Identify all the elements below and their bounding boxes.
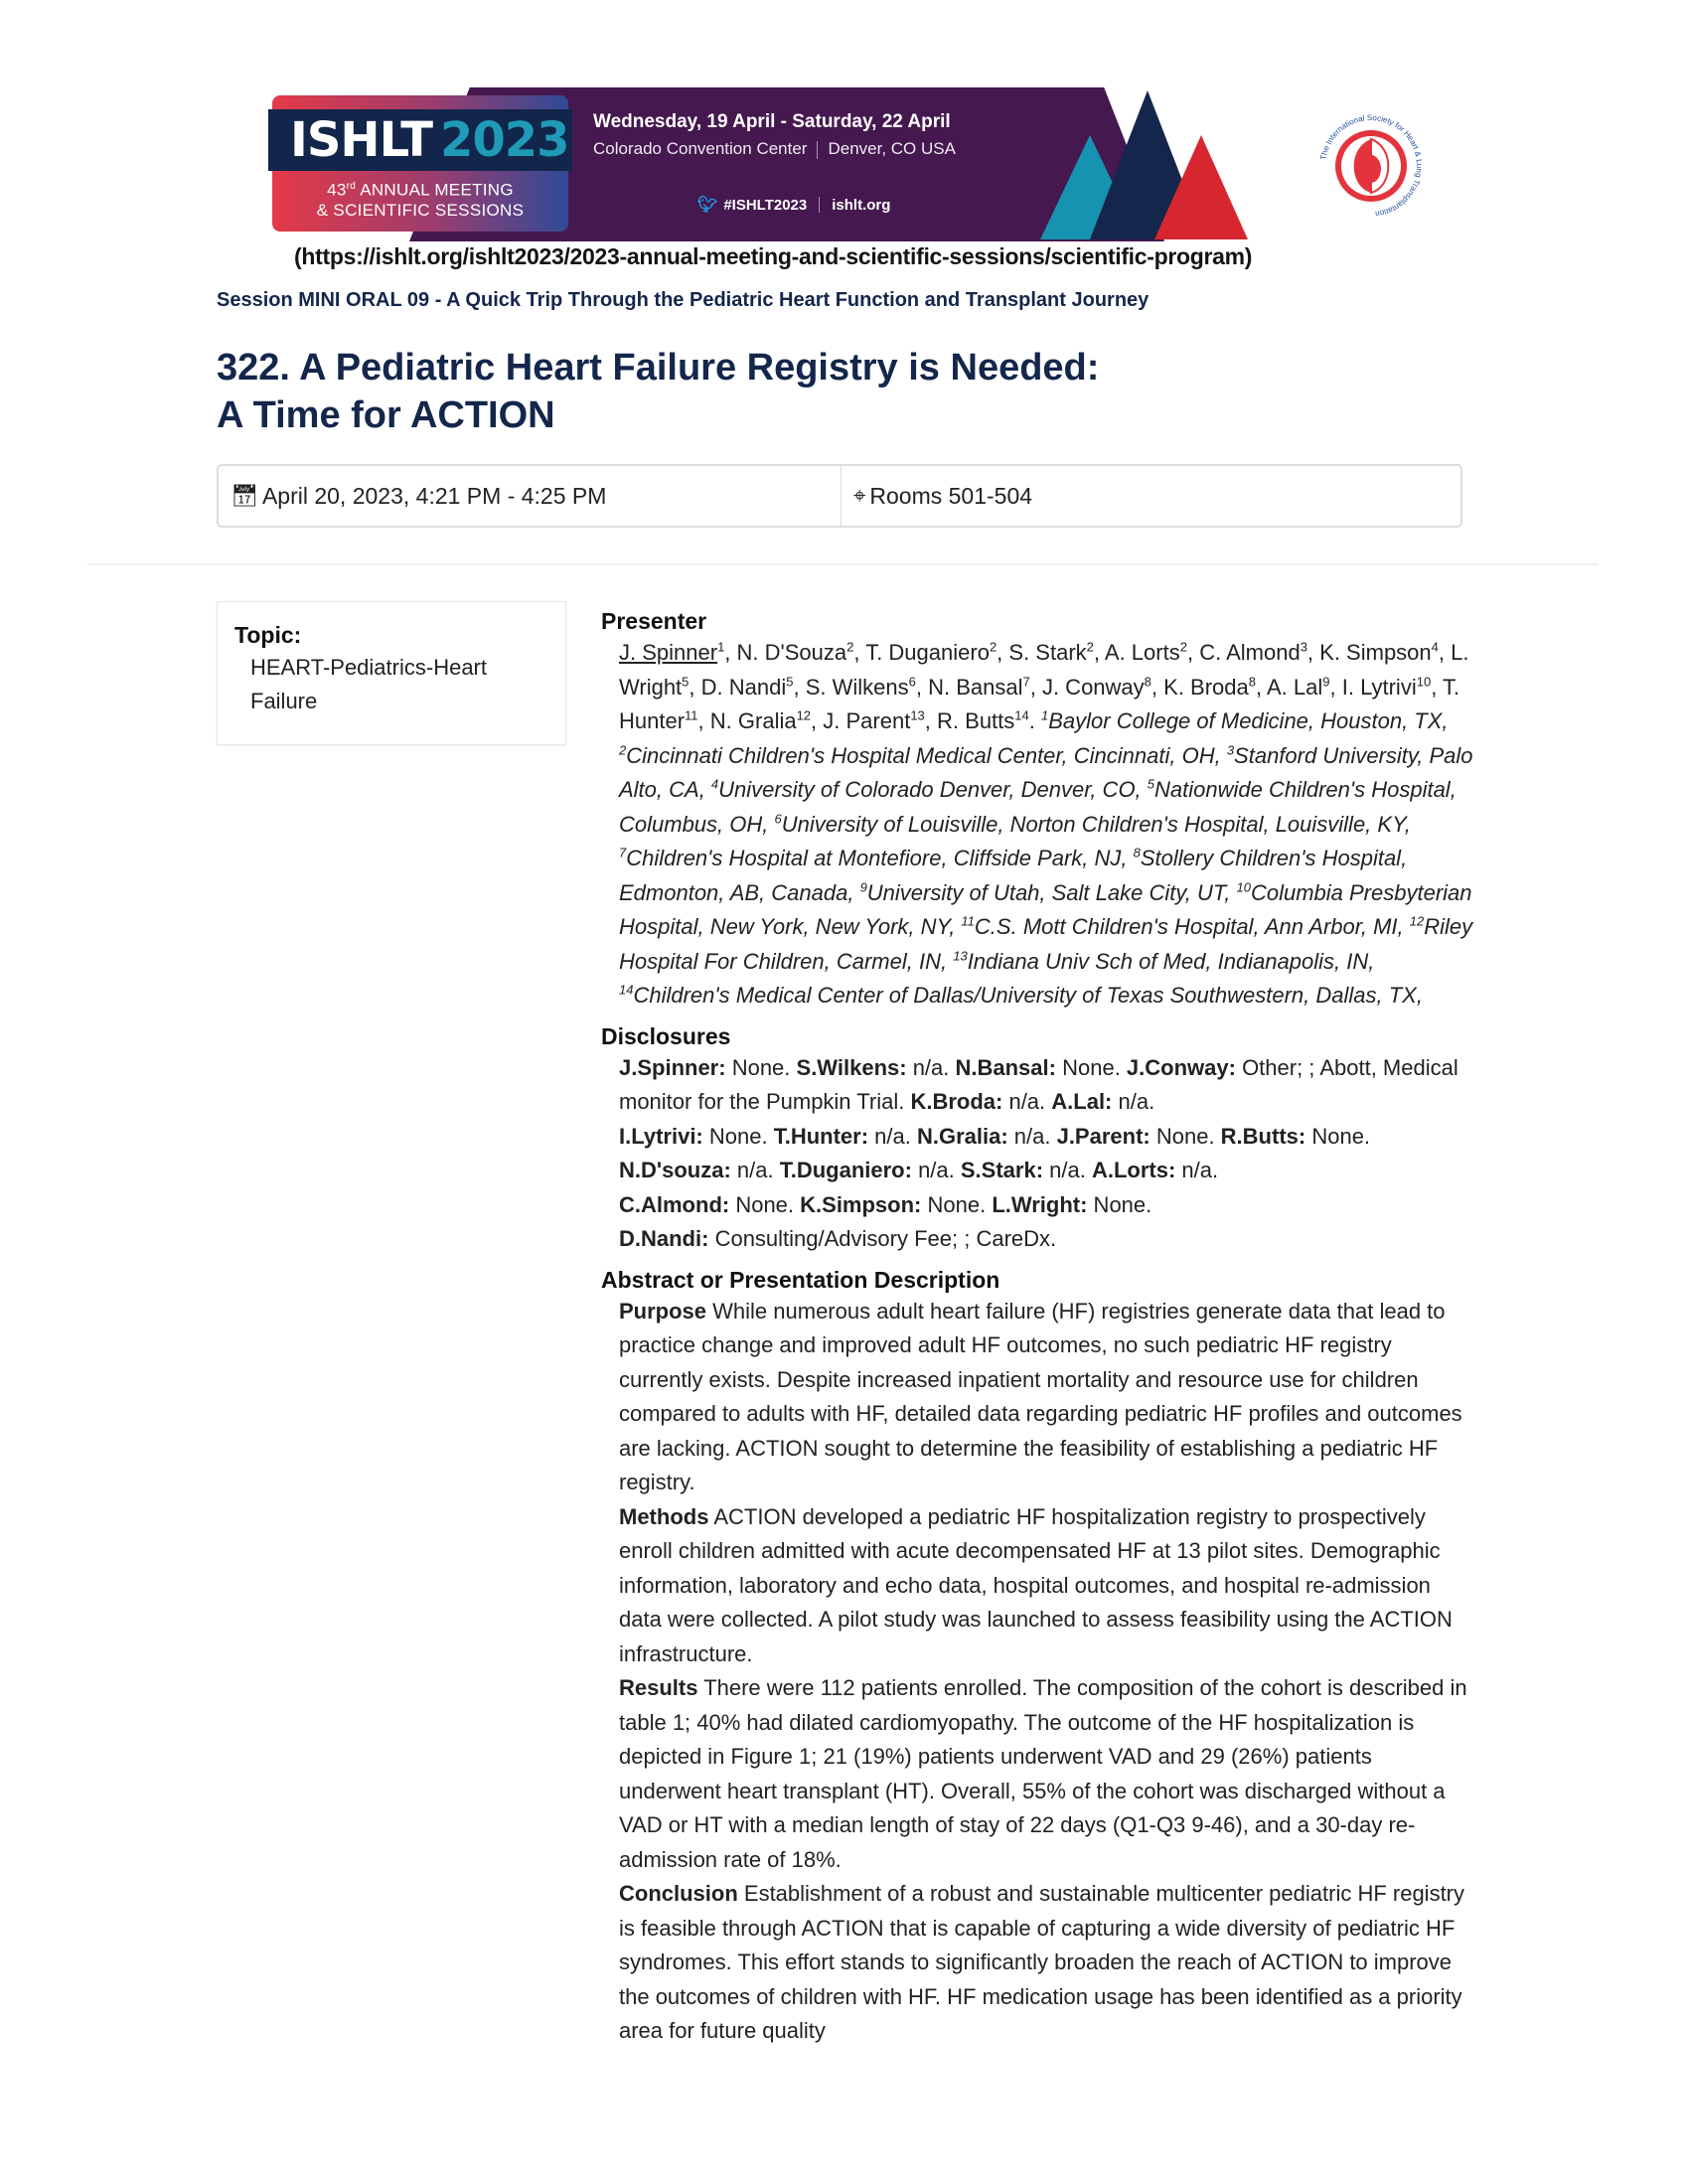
disclosure-name: A.Lal: [1051, 1089, 1113, 1114]
brand-name: ISHLT [290, 112, 432, 168]
disclosure-value: Other; ; Abott, Medical monitor for the Pumpkin Trial. [619, 1054, 1458, 1114]
disclosure-name: D.Nandi: [619, 1226, 709, 1251]
disclosure-line [619, 1154, 1475, 1188]
affiliation-number: 9 [859, 879, 867, 895]
disclosure-value: n/a. [1043, 1158, 1092, 1182]
affiliation-number: 3 [1300, 639, 1307, 655]
abstract-body [601, 1295, 1475, 2049]
affiliation-number: 3 [1226, 742, 1235, 758]
author-name: A. Lorts [1104, 640, 1180, 665]
ishlt-society-logo [1316, 111, 1426, 221]
affiliation: $^1$Baylor College of Medicine, Houston, TX, [1040, 707, 1449, 733]
author-name: K. Simpson [1319, 640, 1432, 665]
affiliation-number: 2 [619, 742, 627, 758]
author-name: A. Lal [1267, 674, 1323, 700]
author-name: S. Wilkens [805, 674, 909, 700]
disclosure-value: None. [1305, 1123, 1371, 1149]
session-location: ⌖ Rooms 501-504 [853, 482, 1033, 509]
disclosure-name: K.Broda: [910, 1089, 1003, 1114]
session-datetime: 📅︎ April 20, 2023, 4:21 PM - 4:25 PM [219, 466, 842, 526]
abstract-section-text: While numerous adult heart failure (HF) registries generate data that lead to practice change and improved adult HF outcomes, no such pediatric HF registry currently exists. Despite increased inpatient mortality and resource use for children compared to adults with HF, detailed data regarding pediatric HF profiles and outcomes are lacking. ACTION sought to determine the feasibility of establishing a pediatric HF registry. [619, 1298, 1462, 1494]
section-divider [87, 563, 1598, 565]
disclosure-value: n/a. [1175, 1158, 1219, 1182]
abstract-details [601, 606, 1475, 2049]
abstract-section-text: ACTION developed a pediatric HF hospitalization registry to prospectively enroll children admitted with acute decompensated HF at 13 pilot sites. Demographic information, laboratory and echo data, hospital outcomes, and hospital re-admission data were collected. A pilot study was launched to assess feasibility using the ACTION infrastructure. [619, 1503, 1453, 1666]
author-name: T. Hunter [619, 674, 1460, 733]
author-name: N. Bansal [928, 674, 1023, 700]
hashtag: #ISHLT2023 [723, 196, 808, 214]
disclosure-value: n/a. [911, 1158, 961, 1182]
affiliation-number: 5 [1147, 776, 1155, 792]
affiliation-number: 11 [961, 913, 975, 929]
separator [819, 197, 820, 213]
abstract-section [601, 1265, 1475, 2049]
affiliation-number: 7 [1022, 674, 1030, 690]
author-name: I. Lytrivi [1341, 674, 1417, 700]
author-name: K. Broda [1163, 674, 1249, 700]
affiliation: $^{10}$Columbia Presbyterian Hospital, New York, New York, NY, [619, 879, 1472, 939]
disclosure-value: n/a. [730, 1158, 780, 1182]
disclosure-line [619, 1222, 1475, 1257]
mountain-red-shape [1154, 135, 1248, 239]
disclosure-name: I.Lytrivi: [619, 1123, 703, 1149]
abstract-paragraph [619, 1500, 1475, 1672]
topic-box [217, 601, 566, 745]
logo-ring-text: The International Society for Heart & Lung Transplantation [1318, 112, 1425, 219]
presenter-link[interactable]: J. Spinner [619, 640, 718, 665]
session-name: Session MINI ORAL 09 - A Quick Trip Through the Pediatric Heart Function and Transplant Journey [217, 289, 1150, 311]
affiliation-number: 2 [1179, 639, 1187, 655]
affiliation: $^{14}$Children's Medical Center of Dallas/University of Texas Southwestern, Dallas, TX, [619, 982, 1423, 1008]
abstract-section-label: Results [619, 1675, 698, 1700]
page-title: 322. A Pediatric Heart Failure Registry is Needed: A Time for ACTION [217, 347, 1100, 436]
affiliation-number: 5 [786, 674, 794, 690]
disclosure-name: T.Duganiero: [779, 1158, 912, 1182]
presenter-heading: Presenter [601, 608, 707, 634]
disclosures-heading: Disclosures [601, 1022, 731, 1049]
affiliation: $^{13}$Indiana Univ Sch of Med, Indianapolis, IN, [953, 948, 1375, 974]
separator [817, 141, 818, 159]
affiliation-number: 11 [685, 707, 698, 723]
meeting-subtitle: 43rd ANNUAL MEETING & SCIENTIFIC SESSIONS [316, 180, 525, 220]
affiliation: $^2$Cincinnati Children's Hospital Medical Center, Cincinnati, OH, [619, 742, 1227, 768]
disclosure-value: None. [729, 1191, 801, 1217]
map-marker-icon: ⌖ [853, 483, 866, 508]
affiliation-number: 6 [908, 674, 916, 690]
website: ishlt.org [832, 196, 891, 214]
affiliation-number: 10 [1236, 879, 1251, 895]
abstract-section-text: Establishment of a robust and sustainable multicenter pediatric HF registry is feasible through ACTION that is capable of capturing a wide diversity of pediatric HF syndromes. This effort stands to significantly broaden the reach of ACTION to improve the outcomes of children with HF. HF medication usage has been identified as a priority area for future quality [619, 1881, 1465, 2043]
affiliation-number: 12 [796, 707, 812, 723]
calendar-icon: 📅︎ [230, 483, 258, 508]
author-name: N. D'Souza [736, 640, 847, 665]
abstract-section-label: Conclusion [619, 1881, 738, 1906]
disclosure-name: N.Bansal: [955, 1054, 1056, 1080]
affiliation-number: 12 [1409, 913, 1425, 929]
affiliation-number: 13 [910, 707, 925, 723]
affiliation-number: 4 [1431, 639, 1439, 655]
abstract-section-label: Methods [619, 1503, 709, 1529]
twitter-icon: 🐦︎ [697, 197, 718, 214]
disclosure-value: Consulting/Advisory Fee; ; CareDx. [708, 1226, 1057, 1251]
disclosure-value: None. [702, 1123, 774, 1149]
affiliation: $^5$Nationwide Children's Hospital, Columbus, OH, [619, 776, 1457, 837]
disclosure-line [619, 1188, 1475, 1223]
event-dates: Wednesday, 19 April - Saturday, 22 April [593, 111, 951, 132]
affiliation-number: 14 [619, 982, 634, 998]
disclosure-line [619, 1120, 1475, 1155]
disclosure-value: None. [1087, 1191, 1152, 1217]
author-name: R. Butts [937, 708, 1015, 733]
affiliation-number: 9 [1322, 674, 1330, 690]
affiliation-number: 2 [846, 639, 854, 655]
affiliation: $^3$Stanford University, Palo Alto, CA, [619, 742, 1473, 802]
affiliation-number: 8 [1144, 674, 1151, 690]
affiliation-number: 2 [1086, 639, 1094, 655]
affiliation-number: 1 [1040, 707, 1049, 723]
brand-year: 2023 [439, 112, 569, 168]
abstract-paragraph [619, 1671, 1475, 1877]
author-name: L. Wright [619, 640, 1469, 700]
disclosure-value: None. [725, 1054, 797, 1080]
session-info-box [217, 464, 1462, 528]
disclosures-section [601, 1021, 1475, 1257]
disclosure-name: S.Stark: [960, 1158, 1044, 1182]
author-name: S. Stark [1008, 640, 1087, 665]
disclosure-value: n/a. [1002, 1089, 1052, 1114]
program-url[interactable]: (https://ishlt.org/ishlt2023/2023-annual-meeting-and-scientific-sessions/scientific-program) [294, 243, 1253, 269]
disclosure-name: K.Simpson: [800, 1191, 922, 1217]
disclosure-name: J.Conway: [1126, 1054, 1236, 1080]
author-name: C. Almond [1199, 640, 1301, 665]
abstract-paragraph [619, 1295, 1475, 1500]
disclosure-value: None. [1055, 1054, 1127, 1080]
affiliation-number: 13 [953, 948, 968, 964]
disclosure-name: L.Wright: [992, 1191, 1088, 1217]
affiliation-number: 6 [774, 811, 782, 827]
ishlt-2023-brand [272, 95, 568, 232]
affiliation: $^9$University of Utah, Salt Lake City, UT, [859, 879, 1237, 905]
disclosure-value: n/a. [1112, 1089, 1155, 1114]
disclosure-value: None. [1150, 1123, 1221, 1149]
disclosure-value: n/a. [906, 1054, 956, 1080]
affiliation-number: 8 [1133, 845, 1141, 860]
disclosure-name: J.Parent: [1056, 1123, 1150, 1149]
event-info [593, 111, 956, 159]
affiliation: $^{12}$Riley Hospital For Children, Carmel, IN, [619, 913, 1473, 974]
event-social [697, 195, 890, 215]
topic-label: Topic: [234, 622, 302, 648]
affiliation-number: 2 [989, 639, 997, 655]
affiliation-number: 8 [1248, 674, 1256, 690]
disclosure-name: C.Almond: [619, 1191, 730, 1217]
author-name: D. Nandi [700, 674, 787, 700]
affiliation: $^4$University of Colorado Denver, Denver, CO, [710, 776, 1148, 802]
author-name: J. Conway [1041, 674, 1145, 700]
disclosure-name: N.D'souza: [619, 1158, 731, 1182]
affiliation-number: 5 [682, 674, 690, 690]
event-venue: Colorado Convention Center Denver, CO USA [593, 139, 956, 158]
event-banner [260, 87, 1313, 246]
affiliation: $^8$Stollery Children's Hospital, Edmonton, AB, Canada, [619, 845, 1408, 905]
disclosure-value: None. [921, 1191, 993, 1217]
affiliation-number: 4 [710, 776, 719, 792]
disclosure-value: n/a. [868, 1123, 917, 1149]
disclosure-name: T.Hunter: [773, 1123, 869, 1149]
heart-icon [1361, 155, 1381, 183]
author-name: J. Parent [823, 708, 911, 733]
affiliation-number: 14 [1014, 707, 1029, 723]
author-list: J. Spinner$^1$, N. D'Souza$^2$, T. Duganiero$^2$, S. Stark$^2$, A. Lorts$^2$, C. Almond$^3$, K. Simpson$^4$, L. Wright$^5$, D. Nandi$^5$, S. Wilkens$^6$, N. Bansal$^7$, J. Conway$^8$, K. Broda$^8$, A. Lal$^9$, I. Lytrivi$^{10}$, T. Hunter$^{11}$, N. Gralia$^{12}$, J. Parent$^{13}$, R. Butts$^{14}$. $^1$Baylor College of Medicine, Houston, TX, $^2$Cincinnati Children's Hospital Medical Center, Cincinnati, OH, $^3$Stanford University, Palo Alto, CA, $^4$University of Colorado Denver, Denver, CO, $^5$Nationwide Children's Hospital, Columbus, OH, $^6$University of Louisville, Norton Children's Hospital, Louisville, KY, $^7$Children's Hospital at Montefiore, Cliffside Park, NJ, $^8$Stollery Children's Hospital, Edmonton, AB, Canada, $^9$University of Utah, Salt Lake City, UT, $^{10}$Columbia Presbyterian Hospital, New York, New York, NY, $^{11}$C.S. Mott Children's Hospital, Ann Arbor, MI, $^{12}$Riley Hospital For Children, Carmel, IN, $^{13}$Indiana Univ Sch of Med, Indianapolis, IN, $^{14}$Children's Medical Center of Dallas/University of Texas Southwestern, Dallas, TX, [619, 639, 1473, 1008]
disclosures-list [601, 1051, 1475, 1257]
abstract-paragraph [619, 1877, 1475, 2049]
author-name: T. Duganiero [865, 640, 990, 665]
disclosure-name: J.Spinner: [619, 1054, 726, 1080]
affiliation: $^6$University of Louisville, Norton Children's Hospital, Louisville, KY, [774, 811, 1411, 837]
disclosure-line [619, 1051, 1475, 1120]
disclosure-value: n/a. [1007, 1123, 1057, 1149]
abstract-heading: Abstract or Presentation Description [601, 1266, 1000, 1293]
affiliation: $^{11}$C.S. Mott Children's Hospital, Ann Arbor, MI, [961, 913, 1410, 939]
author-name: N. Gralia [709, 708, 797, 733]
disclosure-name: N.Gralia: [916, 1123, 1008, 1149]
affiliation: $^7$Children's Hospital at Montefiore, Cliffside Park, NJ, [619, 845, 1134, 870]
disclosure-name: A.Lorts: [1091, 1158, 1176, 1182]
affiliation-number: 7 [619, 845, 627, 860]
topic-value: HEART-Pediatrics-Heart Failure [250, 655, 487, 713]
abstract-section-label: Purpose [619, 1298, 707, 1324]
disclosure-name: R.Butts: [1220, 1123, 1306, 1149]
affiliation-number: 10 [1416, 674, 1432, 690]
abstract-section-text: There were 112 patients enrolled. The composition of the cohort is described in table 1; 40% had dilated cardiomyopathy. The outcome of the HF hospitalization is depicted in Figure 1; 21 (19%) patients underwent VAD and 29 (26%) patients underwent heart transplant (HT). Overall, 55% of the cohort was discharged without a VAD or HT with a median length of stay of 22 days (Q1-Q3 9-46), and a 30-day re-admission rate of 18%. [619, 1675, 1467, 1872]
disclosure-name: S.Wilkens: [796, 1054, 907, 1080]
